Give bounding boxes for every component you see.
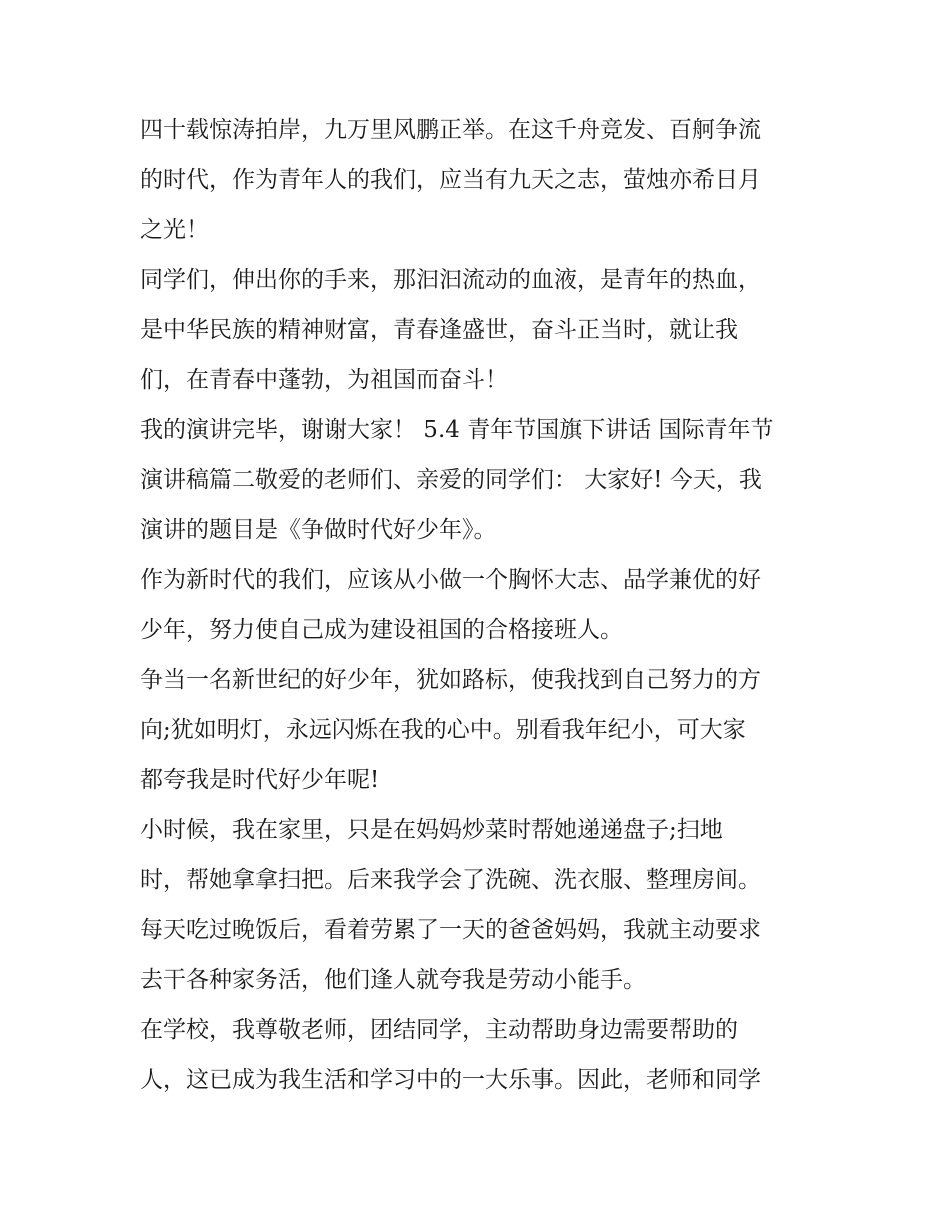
text-line: 的时代，作为青年人的我们，应当有九天之志，萤烛亦希日月 [140, 167, 761, 193]
text-line: 四十载惊涛拍岸，九万里风鹏正举。在这千舟竞发、百舸争流 [140, 117, 761, 143]
text-line: 都夸我是时代好少年呢! [140, 767, 380, 793]
text-line: 之光！ [140, 217, 209, 243]
text-line: 时，帮她拿拿扫把。后来我学会了洗碗、洗衣服、整理房间。 [140, 867, 761, 893]
paragraph-5 [140, 655, 820, 805]
paragraph-1 [140, 105, 820, 255]
text-line: 演讲的题目是《争做时代好少年》。 [140, 517, 497, 543]
paragraph-2 [140, 255, 820, 405]
text-line: 小时候，我在家里，只是在妈妈炒菜时帮她递递盘子;扫地 [140, 817, 723, 843]
paragraph-6 [140, 805, 820, 1005]
paragraph-3 [140, 405, 820, 555]
text-line: 每天吃过晚饭后，看着劳累了一天的爸爸妈妈，我就主动要求 [140, 917, 761, 943]
text-line: 向;犹如明灯，永远闪烁在我的心中。别看我年纪小，可大家 [140, 717, 746, 743]
document-body [140, 105, 820, 1105]
text-line: 争当一名新世纪的好少年，犹如路标，使我找到自己努力的方 [140, 667, 761, 693]
text-line: 少年，努力使自己成为建设祖国的合格接班人。 [140, 617, 623, 643]
text-line: 去干各种家务活，他们逢人就夸我是劳动小能手。 [140, 967, 646, 993]
paragraph-4 [140, 555, 820, 655]
text-line: 在学校，我尊敬老师，团结同学，主动帮助身边需要帮助的 [140, 1017, 738, 1043]
text-line: 同学们，伸出你的手来，那汩汩流动的血液，是青年的热血， [140, 267, 761, 293]
text-line: 作为新时代的我们，应该从小做一个胸怀大志、品学兼优的好 [140, 567, 761, 593]
text-line: 我的演讲完毕，谢谢大家！ 5.4 青年节国旗下讲话 国际青年节 [140, 417, 774, 443]
text-line: 是中华民族的精神财富，青春逢盛世，奋斗正当时，就让我 [140, 317, 738, 343]
text-line: 演讲稿篇二敬爱的老师们、亲爱的同学们： 大家好! 今天，我 [140, 467, 762, 493]
text-line: 人，这已成为我生活和学习中的一大乐事。因此，老师和同学 [140, 1067, 761, 1093]
paragraph-7 [140, 1005, 820, 1105]
text-line: 们，在青春中蓬勃，为祖国而奋斗！ [140, 367, 508, 393]
